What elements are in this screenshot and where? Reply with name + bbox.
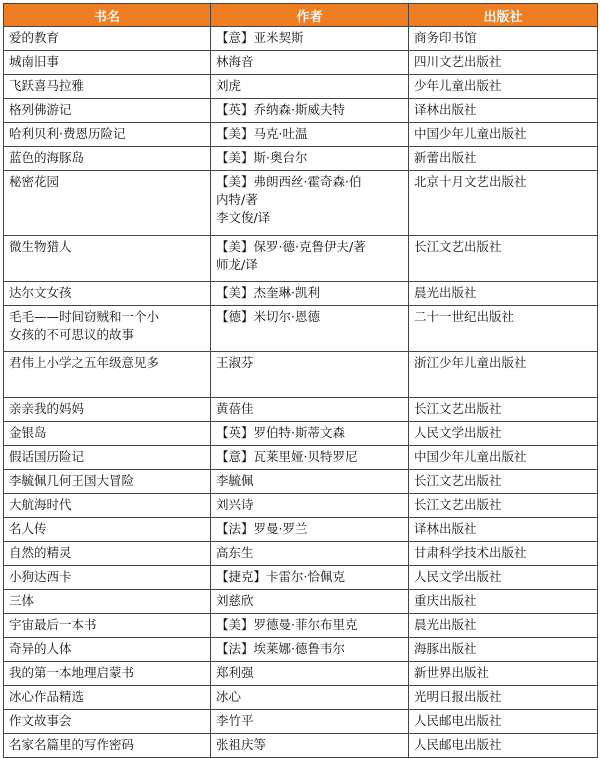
publisher: 二十一世纪出版社 [409,306,598,352]
book-title: 哈利贝利·费恩历险记 [4,123,211,147]
author: 【美】斯·奥台尔 [211,147,409,171]
table-row [4,470,598,494]
book-list-table [3,3,598,758]
publisher: 长江文艺出版社 [409,494,598,518]
book-title: 金银岛 [4,422,211,446]
publisher: 北京十月文艺出版社 [409,171,598,236]
table-row [4,171,598,236]
publisher: 中国少年儿童出版社 [409,446,598,470]
publisher: 人民文学出版社 [409,566,598,590]
book-title: 秘密花园 [4,171,211,236]
author: 刘兴诗 [211,494,409,518]
author: 【法】埃莱娜·德鲁韦尔 [211,638,409,662]
book-title: 毛毛——时间窃贼和一个小 女孩的不可思议的故事 [4,306,211,352]
table-row [4,686,598,710]
header-row [4,4,598,27]
book-title: 宇宙最后一本书 [4,614,211,638]
author: 【美】保罗·德·克鲁伊夫/著 师龙/译 [211,236,409,282]
table-row [4,51,598,75]
header-publisher: 出版社 [409,4,598,27]
table-row [4,398,598,422]
publisher: 晨光出版社 [409,282,598,306]
table-row [4,123,598,147]
author: 【美】弗朗西丝·霍奇森·伯 内特/著 李文俊/译 [211,171,409,236]
table-row [4,566,598,590]
publisher: 新蕾出版社 [409,147,598,171]
book-title: 三体 [4,590,211,614]
publisher: 商务印书馆 [409,27,598,51]
book-title: 君伟上小学之五年级意见多 [4,352,211,398]
publisher: 人民邮电出版社 [409,710,598,734]
author: 【捷克】卡雷尔·恰佩克 [211,566,409,590]
book-title: 李毓佩几何王国大冒险 [4,470,211,494]
author: 【德】米切尔·恩德 [211,306,409,352]
table-row [4,518,598,542]
author: 【美】马克·吐温 [211,123,409,147]
table-row [4,638,598,662]
publisher: 四川文艺出版社 [409,51,598,75]
author: 林海音 [211,51,409,75]
book-title: 微生物猎人 [4,236,211,282]
table-row [4,542,598,566]
book-title: 小狗达西卡 [4,566,211,590]
header-author: 作者 [211,4,409,27]
publisher: 中国少年儿童出版社 [409,123,598,147]
table-row [4,352,598,398]
publisher: 晨光出版社 [409,614,598,638]
publisher: 重庆出版社 [409,590,598,614]
table-row [4,710,598,734]
author: 【美】杰奎琳·凯利 [211,282,409,306]
author: 刘慈欣 [211,590,409,614]
publisher: 长江文艺出版社 [409,470,598,494]
author: 【英】乔纳森·斯威夫特 [211,99,409,123]
publisher: 光明日报出版社 [409,686,598,710]
publisher: 人民文学出版社 [409,422,598,446]
table-row [4,147,598,171]
author: 刘虎 [211,75,409,99]
table-row [4,236,598,282]
author: 郑利强 [211,662,409,686]
book-title: 大航海时代 [4,494,211,518]
book-title: 格列佛游记 [4,99,211,123]
author: 王淑芬 [211,352,409,398]
publisher: 甘肃科学技术出版社 [409,542,598,566]
author: 李毓佩 [211,470,409,494]
author: 高东生 [211,542,409,566]
author: 【美】罗德曼·菲尔布里克 [211,614,409,638]
book-title: 亲亲我的妈妈 [4,398,211,422]
author: 李竹平 [211,710,409,734]
table-row [4,27,598,51]
author: 【意】亚米契斯 [211,27,409,51]
book-title: 假话国历险记 [4,446,211,470]
publisher: 新世界出版社 [409,662,598,686]
author: 黄蓓佳 [211,398,409,422]
table-row [4,734,598,758]
book-title: 名家名篇里的写作密码 [4,734,211,758]
table-row [4,614,598,638]
book-title: 蓝色的海豚岛 [4,147,211,171]
book-title: 冰心作品精选 [4,686,211,710]
publisher: 海豚出版社 [409,638,598,662]
book-title: 奇异的人体 [4,638,211,662]
table-row [4,422,598,446]
book-title: 名人传 [4,518,211,542]
table-row [4,282,598,306]
book-title: 作文故事会 [4,710,211,734]
publisher: 译林出版社 [409,99,598,123]
table-row [4,446,598,470]
book-title: 达尔文女孩 [4,282,211,306]
publisher: 长江文艺出版社 [409,236,598,282]
table-row [4,662,598,686]
publisher: 长江文艺出版社 [409,398,598,422]
table-row [4,306,598,352]
book-title: 自然的精灵 [4,542,211,566]
table-row [4,494,598,518]
table-row [4,590,598,614]
author: 【英】罗伯特·斯蒂文森 [211,422,409,446]
publisher: 浙江少年儿童出版社 [409,352,598,398]
table-row [4,75,598,99]
book-title: 爱的教育 [4,27,211,51]
author: 张祖庆等 [211,734,409,758]
publisher: 译林出版社 [409,518,598,542]
book-title: 城南旧事 [4,51,211,75]
book-title: 飞跃喜马拉雅 [4,75,211,99]
author: 冰心 [211,686,409,710]
header-book: 书名 [4,4,211,27]
publisher: 人民邮电出版社 [409,734,598,758]
publisher: 少年儿童出版社 [409,75,598,99]
author: 【意】瓦莱里娅·贝特罗尼 [211,446,409,470]
table-row [4,99,598,123]
author: 【法】罗曼·罗兰 [211,518,409,542]
book-title: 我的第一本地理启蒙书 [4,662,211,686]
